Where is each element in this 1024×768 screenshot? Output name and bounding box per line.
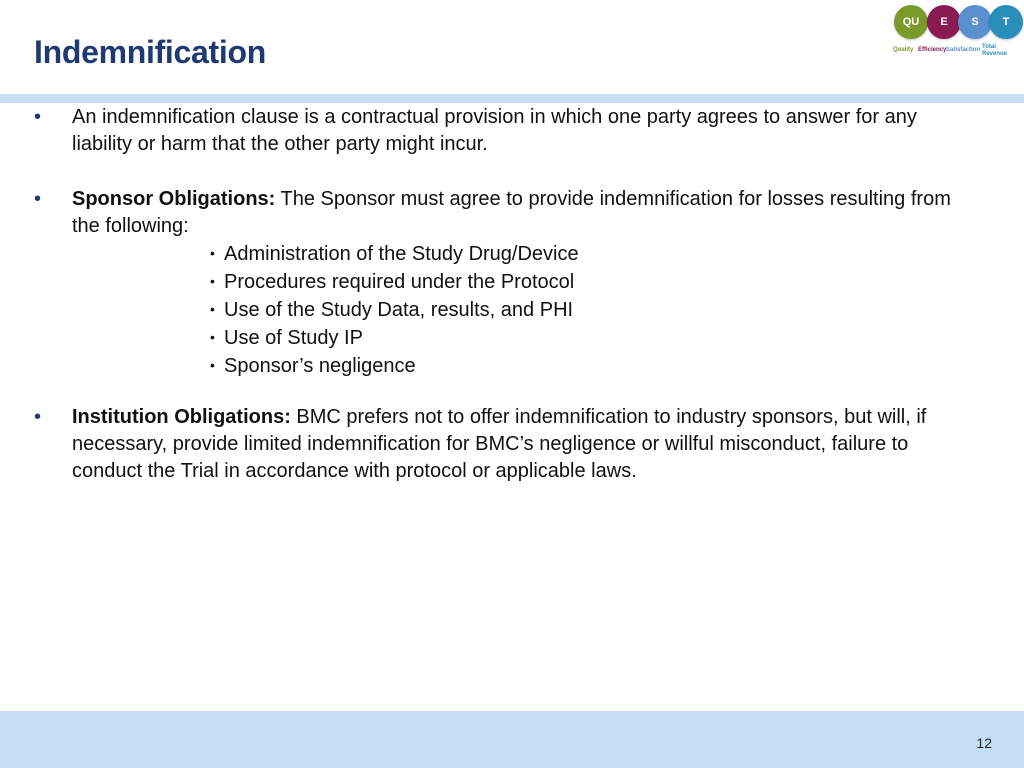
list-item: • Administration of the Study Drug/Device [210, 243, 579, 265]
bullet-marker: • [34, 406, 42, 428]
intro-text: An indemnification clause is a contractual provision in which one party agrees to answer for any liability or harm that the other party might incur. [72, 106, 917, 155]
logo-circle-t: T [989, 5, 1023, 39]
logo-label-quality: Quality [893, 47, 914, 53]
logo-label-efficiency: Efficiency [918, 47, 947, 53]
logo-label-satisfaction: Satisfaction [946, 47, 981, 53]
logo-circle-qu: QU [894, 5, 928, 39]
list-item: • Procedures required under the Protocol [210, 271, 575, 293]
footer-bar [0, 711, 1024, 768]
header-divider [0, 94, 1024, 103]
logo-label-revenue: Revenue [982, 51, 1008, 57]
sponsor-paragraph [72, 186, 972, 240]
logo-circle-e: E [927, 5, 961, 39]
institution-text: BMC prefers not to offer indemnification to industry sponsors, but will, if necessary, provide limited indemnification for BMC’s negligence or willful misconduct, failure to conduct the Trial in accordance with protocol or applicable laws. [72, 406, 927, 482]
slide-title: Indemnification [34, 34, 266, 70]
quest-logo [890, 3, 1024, 63]
logo-circle-s: S [958, 5, 992, 39]
bullet-marker: • [34, 106, 42, 128]
institution-label: Institution Obligations: [72, 406, 291, 428]
sponsor-text: The Sponsor must agree to provide indemnification for losses resulting from the following: [72, 188, 951, 237]
list-item: • Sponsor’s negligence [210, 355, 416, 377]
list-item: • Use of Study IP [210, 327, 363, 349]
bullet-marker: • [34, 188, 42, 210]
page-number: 12 [976, 735, 992, 751]
logo-label-total: Total [982, 44, 996, 50]
institution-paragraph [72, 404, 972, 485]
sponsor-obligation-list [210, 240, 579, 380]
list-item: • Use of the Study Data, results, and PHI [210, 299, 574, 321]
sponsor-label: Sponsor Obligations: [72, 188, 276, 210]
